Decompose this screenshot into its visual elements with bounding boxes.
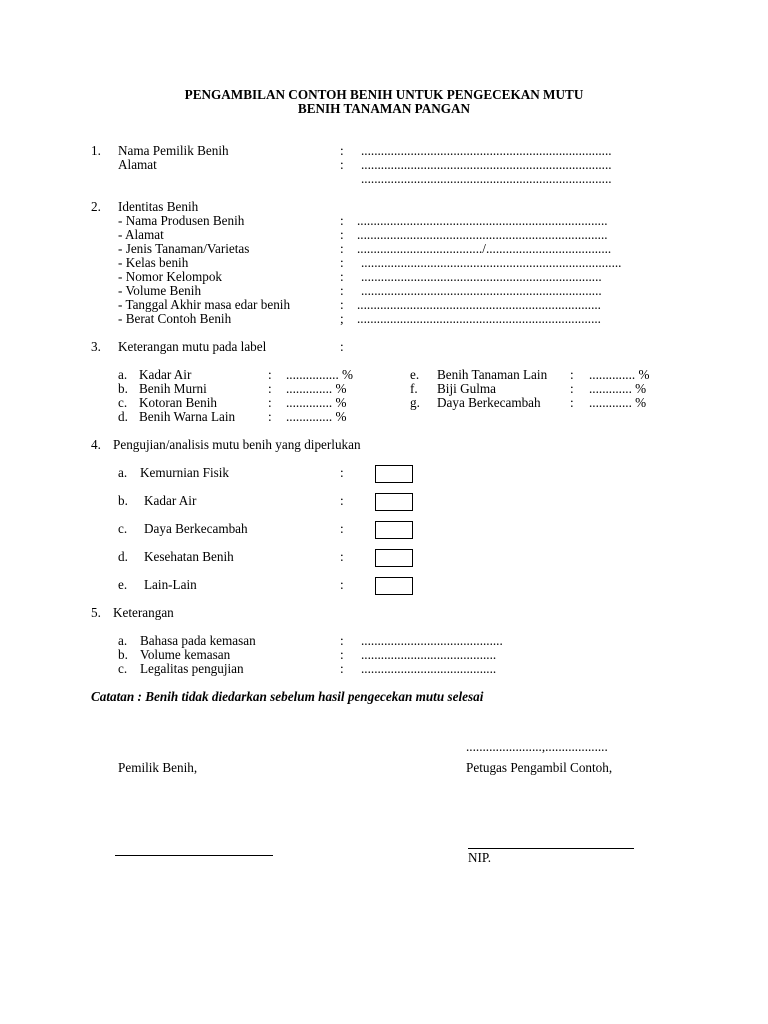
seed-class-value[interactable]: ...............................................................................: [361, 255, 622, 270]
test-moisture-checkbox[interactable]: [375, 493, 413, 511]
section5-heading: Keterangan: [113, 605, 174, 620]
seed-volume-colon: :: [340, 283, 344, 298]
remark-language-label: Bahasa pada kemasan: [140, 633, 256, 648]
label-pure-seed-label: Benih Murni: [139, 381, 207, 396]
label-letter-e: e.: [410, 367, 420, 382]
test-letter-e: e.: [118, 577, 128, 592]
test-letter-c: c.: [118, 521, 128, 536]
group-number-value[interactable]: .........................................................................: [361, 269, 602, 284]
crop-variety-colon: :: [340, 241, 344, 256]
label-other-crop-value[interactable]: .............. %: [589, 367, 650, 382]
note-text: Catatan : Benih tidak diedarkan sebelum hasil pengecekan mutu selesai: [91, 689, 484, 704]
officer-signature-label: Petugas Pengambil Contoh,: [466, 760, 613, 775]
section3-heading: Keterangan mutu pada label: [118, 339, 267, 354]
document-title-line2: BENIH TANAMAN PANGAN: [297, 101, 471, 116]
test-seed-health-checkbox[interactable]: [375, 549, 413, 567]
label-moisture-label: Kadar Air: [139, 367, 192, 382]
label-germination-colon: :: [570, 395, 574, 410]
test-physical-purity-colon: :: [340, 465, 344, 480]
section3-colon: :: [340, 339, 344, 354]
section3-number: 3.: [91, 339, 101, 354]
seed-class-label: - Kelas benih: [118, 255, 189, 270]
producer-address-value[interactable]: ............................................................................: [357, 227, 608, 242]
producer-name-colon: :: [340, 213, 344, 228]
label-letter-a: a.: [118, 367, 128, 382]
label-off-color-colon: :: [268, 409, 272, 424]
owner-address-value[interactable]: ............................................................................: [361, 157, 612, 172]
owner-signature-line[interactable]: [115, 855, 273, 856]
section5-number: 5.: [91, 605, 101, 620]
expiry-date-colon: :: [340, 297, 344, 312]
label-weed-seed-colon: :: [570, 381, 574, 396]
label-letter-d: d.: [118, 409, 128, 424]
test-other-colon: :: [340, 577, 344, 592]
test-letter-a: a.: [118, 465, 128, 480]
test-seed-health-colon: :: [340, 549, 344, 564]
section2-heading: Identitas Benih: [118, 199, 199, 214]
label-weed-seed-label: Biji Gulma: [437, 381, 496, 396]
sample-weight-value[interactable]: ..........................................................................: [357, 311, 601, 326]
remark-language-colon: :: [340, 633, 344, 648]
label-pure-seed-value[interactable]: .............. %: [286, 381, 347, 396]
label-letter-c: c.: [118, 395, 128, 410]
owner-name-label: Nama Pemilik Benih: [118, 143, 229, 158]
label-inert-matter-label: Kotoran Benih: [139, 395, 218, 410]
remark-letter-a: a.: [118, 633, 128, 648]
producer-address-label: - Alamat: [118, 227, 164, 242]
seed-volume-label: - Volume Benih: [118, 283, 202, 298]
producer-name-value[interactable]: ............................................................................: [357, 213, 608, 228]
place-date-field[interactable]: .......................,...................: [466, 739, 608, 754]
test-other-label: Lain-Lain: [144, 577, 197, 592]
seed-class-colon: :: [340, 255, 344, 270]
test-moisture-colon: :: [340, 493, 344, 508]
label-pure-seed-colon: :: [268, 381, 272, 396]
test-physical-purity-checkbox[interactable]: [375, 465, 413, 483]
remark-package-volume-value[interactable]: .........................................: [361, 647, 497, 662]
remark-test-legality-label: Legalitas pengujian: [140, 661, 244, 676]
test-germination-label: Daya Berkecambah: [144, 521, 248, 536]
label-germination-label: Daya Berkecambah: [437, 395, 541, 410]
test-other-checkbox[interactable]: [375, 577, 413, 595]
owner-name-colon: :: [340, 143, 344, 158]
group-number-label: - Nomor Kelompok: [118, 269, 223, 284]
section4-number: 4.: [91, 437, 101, 452]
test-letter-b: b.: [118, 493, 128, 508]
label-inert-matter-value[interactable]: .............. %: [286, 395, 347, 410]
sample-weight-label: - Berat Contoh Benih: [118, 311, 232, 326]
label-moisture-value[interactable]: ................ %: [286, 367, 354, 382]
group-number-colon: :: [340, 269, 344, 284]
label-weed-seed-value[interactable]: ............. %: [589, 381, 647, 396]
label-letter-f: f.: [410, 381, 418, 396]
remark-letter-b: b.: [118, 647, 128, 662]
officer-signature-line[interactable]: [468, 848, 634, 849]
remark-package-volume-colon: :: [340, 647, 344, 662]
owner-address-colon: :: [340, 157, 344, 172]
label-germination-value[interactable]: ............. %: [589, 395, 647, 410]
remark-package-volume-label: Volume kemasan: [140, 647, 231, 662]
crop-variety-value[interactable]: ....................................../......................................: [357, 241, 612, 256]
test-letter-d: d.: [118, 549, 128, 564]
owner-address-label: Alamat: [118, 157, 157, 172]
producer-name-label: - Nama Produsen Benih: [118, 213, 245, 228]
test-physical-purity-label: Kemurnian Fisik: [140, 465, 230, 480]
sample-weight-colon: ;: [340, 311, 344, 326]
label-other-crop-label: Benih Tanaman Lain: [437, 367, 548, 382]
section4-heading: Pengujian/analisis mutu benih yang diperlukan: [113, 437, 361, 452]
label-letter-g: g.: [410, 395, 420, 410]
remark-language-value[interactable]: ...........................................: [361, 633, 503, 648]
remark-letter-c: c.: [118, 661, 128, 676]
crop-variety-label: - Jenis Tanaman/Varietas: [118, 241, 250, 256]
producer-address-colon: :: [340, 227, 344, 242]
test-moisture-label: Kadar Air: [144, 493, 197, 508]
remark-test-legality-colon: :: [340, 661, 344, 676]
nip-label: NIP.: [468, 850, 492, 865]
label-inert-matter-colon: :: [268, 395, 272, 410]
section2-number: 2.: [91, 199, 101, 214]
expiry-date-value[interactable]: ..........................................................................: [357, 297, 601, 312]
label-letter-b: b.: [118, 381, 128, 396]
remark-test-legality-value[interactable]: .........................................: [361, 661, 497, 676]
owner-name-value[interactable]: ............................................................................: [361, 143, 612, 158]
label-off-color-value[interactable]: .............. %: [286, 409, 347, 424]
document-title-line1: PENGAMBILAN CONTOH BENIH UNTUK PENGECEKAN MUTU: [184, 87, 584, 102]
label-moisture-colon: :: [268, 367, 272, 382]
seed-volume-value[interactable]: .........................................................................: [361, 283, 602, 298]
expiry-date-label: - Tanggal Akhir masa edar benih: [118, 297, 291, 312]
test-germination-checkbox[interactable]: [375, 521, 413, 539]
owner-signature-label: Pemilik Benih,: [118, 760, 198, 775]
test-germination-colon: :: [340, 521, 344, 536]
test-seed-health-label: Kesehatan Benih: [144, 549, 234, 564]
label-off-color-label: Benih Warna Lain: [139, 409, 236, 424]
section1-number: 1.: [91, 143, 101, 158]
label-other-crop-colon: :: [570, 367, 574, 382]
owner-address-value-line2[interactable]: ............................................................................: [361, 171, 612, 186]
